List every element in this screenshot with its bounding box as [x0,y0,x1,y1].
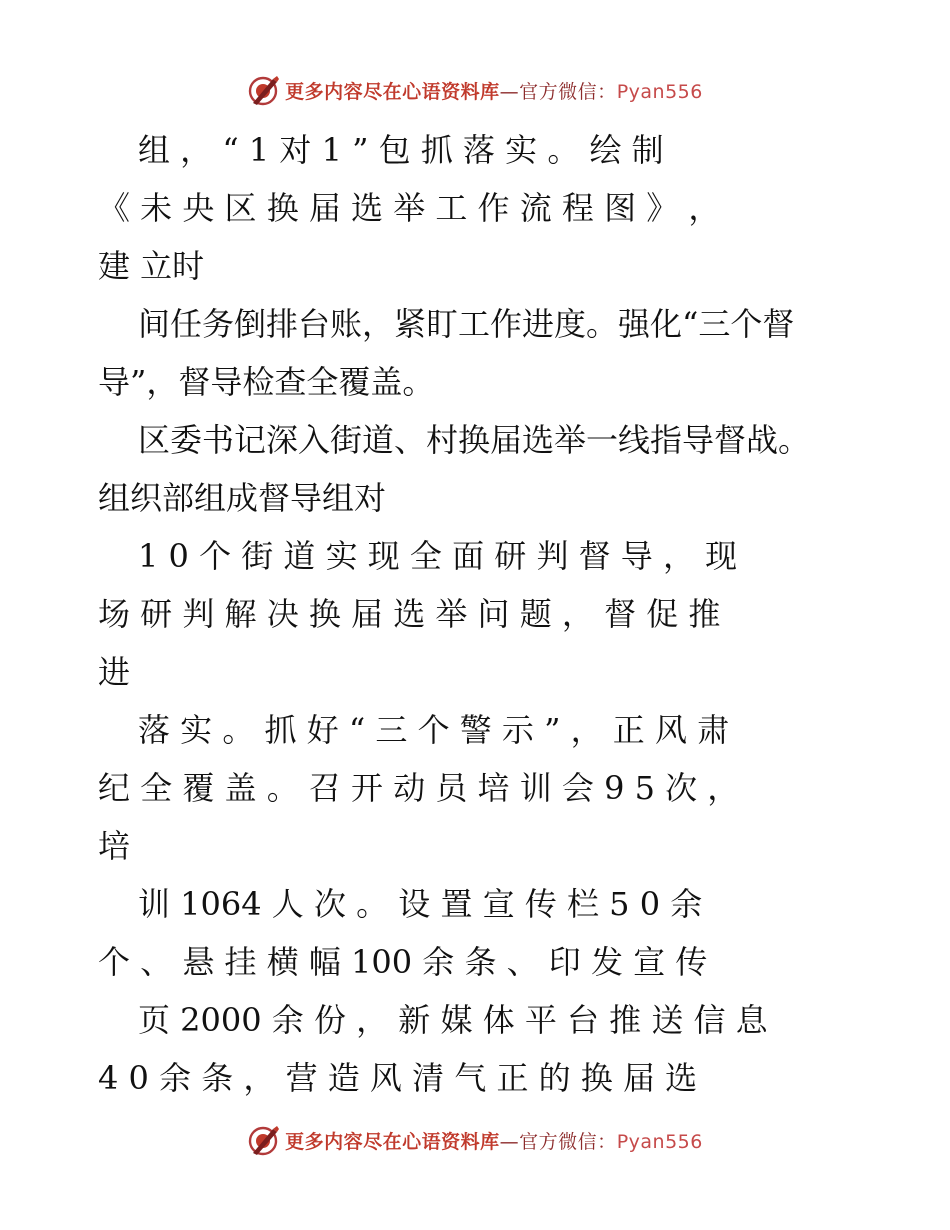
banner-title: 更多内容尽在心语资料库 [285,80,500,103]
text-line-5: 导”，督导检查全覆盖。 [98,363,435,401]
text-line-12: 纪 全 覆 盖 。 召 开 动 员 培 训 会 9 5 次 ， [98,769,740,807]
footer-wechat-label: 官方微信： [519,1130,617,1153]
footer-separator: — [499,1130,520,1153]
text-line-15: 个 、 悬 挂 横 幅 100 余 条 、 印 发 宣 传 [98,943,708,981]
text-line-1: 组 ， “ 1 对 1 ” 包 抓 落 实 。 绘 制 [138,131,664,169]
text-line-11: 落 实 。 抓 好 “ 三 个 警 示 ” ， 正 风 肃 [138,711,730,749]
text-line-17: 4 0 余 条 ， 营 造 风 清 气 正 的 换 届 选 [98,1059,698,1097]
text-line-4: 间任务倒排台账，紧盯工作进度。强化“三个督 [138,305,795,343]
footer-title: 更多内容尽在心语资料库 [285,1130,500,1153]
text-line-9: 场 研 判 解 决 换 届 选 举 问 题 ， 督 促 推 [98,595,721,633]
text-line-8: 1 0 个 街 道 实 现 全 面 研 判 督 导 ， 现 [138,537,738,575]
text-line-10: 进 [98,653,131,691]
text-line-6: 区委书记深入街道、村换届选举一线指导督战。 [138,421,811,459]
banner-wechat-label: 官方微信： [519,80,617,103]
footer-banner [0,1120,950,1160]
banner-separator: — [499,80,520,103]
pen-seal-logo-icon [247,1123,281,1157]
text-line-2: 《 未 央 区 换 届 选 举 工 作 流 程 图 》 ， [98,189,721,227]
text-line-13: 培 [98,827,131,865]
text-line-7: 组织部组成督导组对 [98,479,387,517]
footer-wechat-id: Pyan556 [616,1130,703,1153]
text-line-3: 建 立时 [98,247,205,285]
text-line-14: 训 1064 人 次 。 设 置 宣 传 栏 5 0 余 [138,885,703,923]
banner-wechat-id: Pyan556 [616,80,703,103]
text-line-16: 页 2000 余 份 ， 新 媒 体 平 台 推 送 信 息 [138,1001,768,1039]
